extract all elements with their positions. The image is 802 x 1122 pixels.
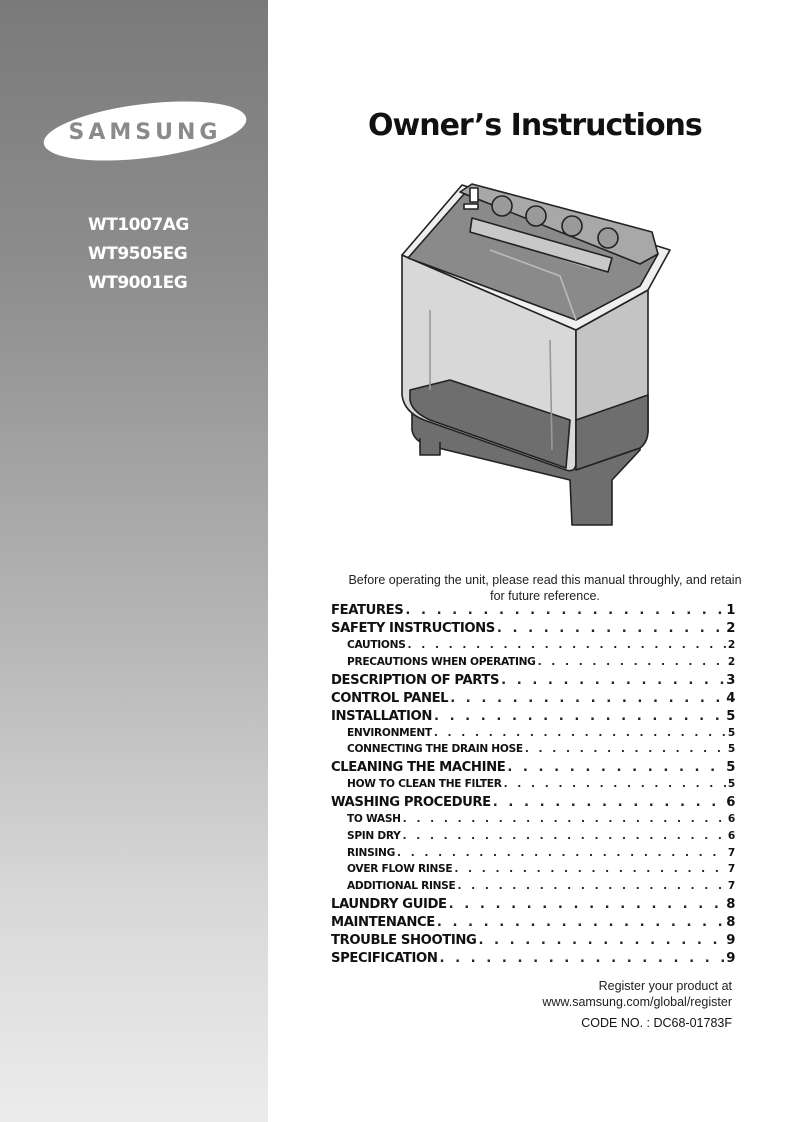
toc-label: FEATURES [331,603,404,618]
model-number: WT9001EG [88,273,188,293]
twin-tub-washing-machine-icon [390,180,690,535]
toc-subentry [331,847,735,864]
toc-label: SPIN DRY [347,829,401,842]
toc-leader [454,863,726,875]
code-number: CODE NO. : DC68-01783F [581,1016,732,1030]
toc-page-number: 4 [726,690,735,706]
toc-page-number: 5 [726,708,735,724]
toc-page-number: 5 [727,726,735,739]
toc-leader [501,673,724,688]
toc-leader [403,830,726,842]
toc-page-number: 7 [727,846,735,859]
toc-leader [437,915,724,930]
toc-entry [331,795,735,813]
table-of-contents [331,603,735,969]
logo-text: SAMSUNG [68,120,222,145]
toc-label: ENVIRONMENT [347,726,432,739]
toc-subentry [331,830,735,847]
toc-page-number: 6 [727,812,735,825]
register-url: www.samsung.com/global/register [542,995,732,1009]
toc-page-number: 3 [726,672,735,688]
toc-label: OVER FLOW RINSE [347,863,453,876]
toc-label: CONNECTING THE DRAIN HOSE [347,743,523,756]
toc-entry [331,691,735,709]
toc-page-number: 8 [726,896,735,912]
toc-subentry [331,727,735,744]
toc-label: ADDITIONAL RINSE [347,880,456,893]
toc-leader [478,933,724,948]
toc-label: DESCRIPTION OF PARTS [331,672,500,688]
toc-leader [525,743,726,755]
toc-label: CLEANING THE MACHINE [331,760,506,776]
toc-leader [397,847,726,859]
toc-leader [507,760,724,775]
register-note [542,978,732,1010]
toc-page-number: 8 [726,914,735,930]
page-title: Owner’s Instructions [368,108,702,143]
toc-page-number: 6 [727,829,735,842]
toc-leader [504,778,726,790]
sidebar-gradient-panel [0,0,268,1122]
toc-label: INSTALLATION [331,708,432,724]
toc-entry [331,933,735,951]
toc-entry [331,621,735,639]
toc-entry [331,897,735,915]
toc-leader [493,795,724,810]
toc-subentry [331,880,735,897]
toc-page-number: 9 [726,950,735,966]
register-line: Register your product at [598,979,732,993]
toc-page-number: 5 [727,743,735,756]
toc-label: HOW TO CLEAN THE FILTER [347,778,502,791]
toc-leader [434,727,726,739]
toc-page-number: 2 [727,639,735,651]
toc-page-number: 2 [726,621,735,636]
toc-label: RINSING [347,846,395,859]
toc-page-number: 9 [726,932,735,948]
toc-subentry [331,743,735,760]
toc-subentry [331,813,735,830]
toc-leader [403,813,726,825]
model-number: WT1007AG [88,215,189,235]
toc-leader [497,621,724,636]
toc-leader [434,709,724,724]
toc-leader [457,880,725,892]
toc-subentry [331,863,735,880]
toc-entry [331,760,735,778]
toc-page-number: 5 [726,760,735,776]
toc-entry [331,709,735,727]
toc-page-number: 6 [726,794,735,810]
toc-label: LAUNDRY GUIDE [331,896,447,912]
toc-leader [538,656,726,668]
model-list [88,214,189,301]
toc-label: TO WASH [347,812,401,825]
toc-subentry [331,656,735,673]
toc-leader [405,603,724,618]
samsung-logo [40,98,250,164]
toc-page-number: 7 [727,863,735,876]
toc-leader [449,897,725,912]
toc-subentry [331,639,735,656]
toc-page-number: 1 [726,603,735,618]
toc-label: WASHING PROCEDURE [331,794,491,810]
toc-entry [331,603,735,621]
toc-page-number: 2 [727,655,735,668]
toc-page-number: 7 [727,880,735,893]
toc-label: SAFETY INSTRUCTIONS [331,621,495,636]
toc-label: TROUBLE SHOOTING [331,932,477,948]
toc-leader [439,951,724,966]
intro-text: Before operating the unit, please read this manual throughly, and retain for future reference. [348,573,742,603]
toc-entry [331,915,735,933]
toc-label: PRECAUTIONS WHEN OPERATING [347,655,536,668]
toc-entry [331,951,735,969]
toc-label: SPECIFICATION [331,950,438,966]
toc-entry [331,673,735,691]
model-number: WT9505EG [88,244,188,264]
toc-subentry [331,778,735,795]
toc-leader [408,639,726,651]
toc-leader [450,691,724,706]
toc-label: CAUTIONS [347,639,406,651]
toc-page-number: 5 [727,778,735,791]
toc-label: CONTROL PANEL [331,690,449,706]
toc-label: MAINTENANCE [331,914,435,930]
